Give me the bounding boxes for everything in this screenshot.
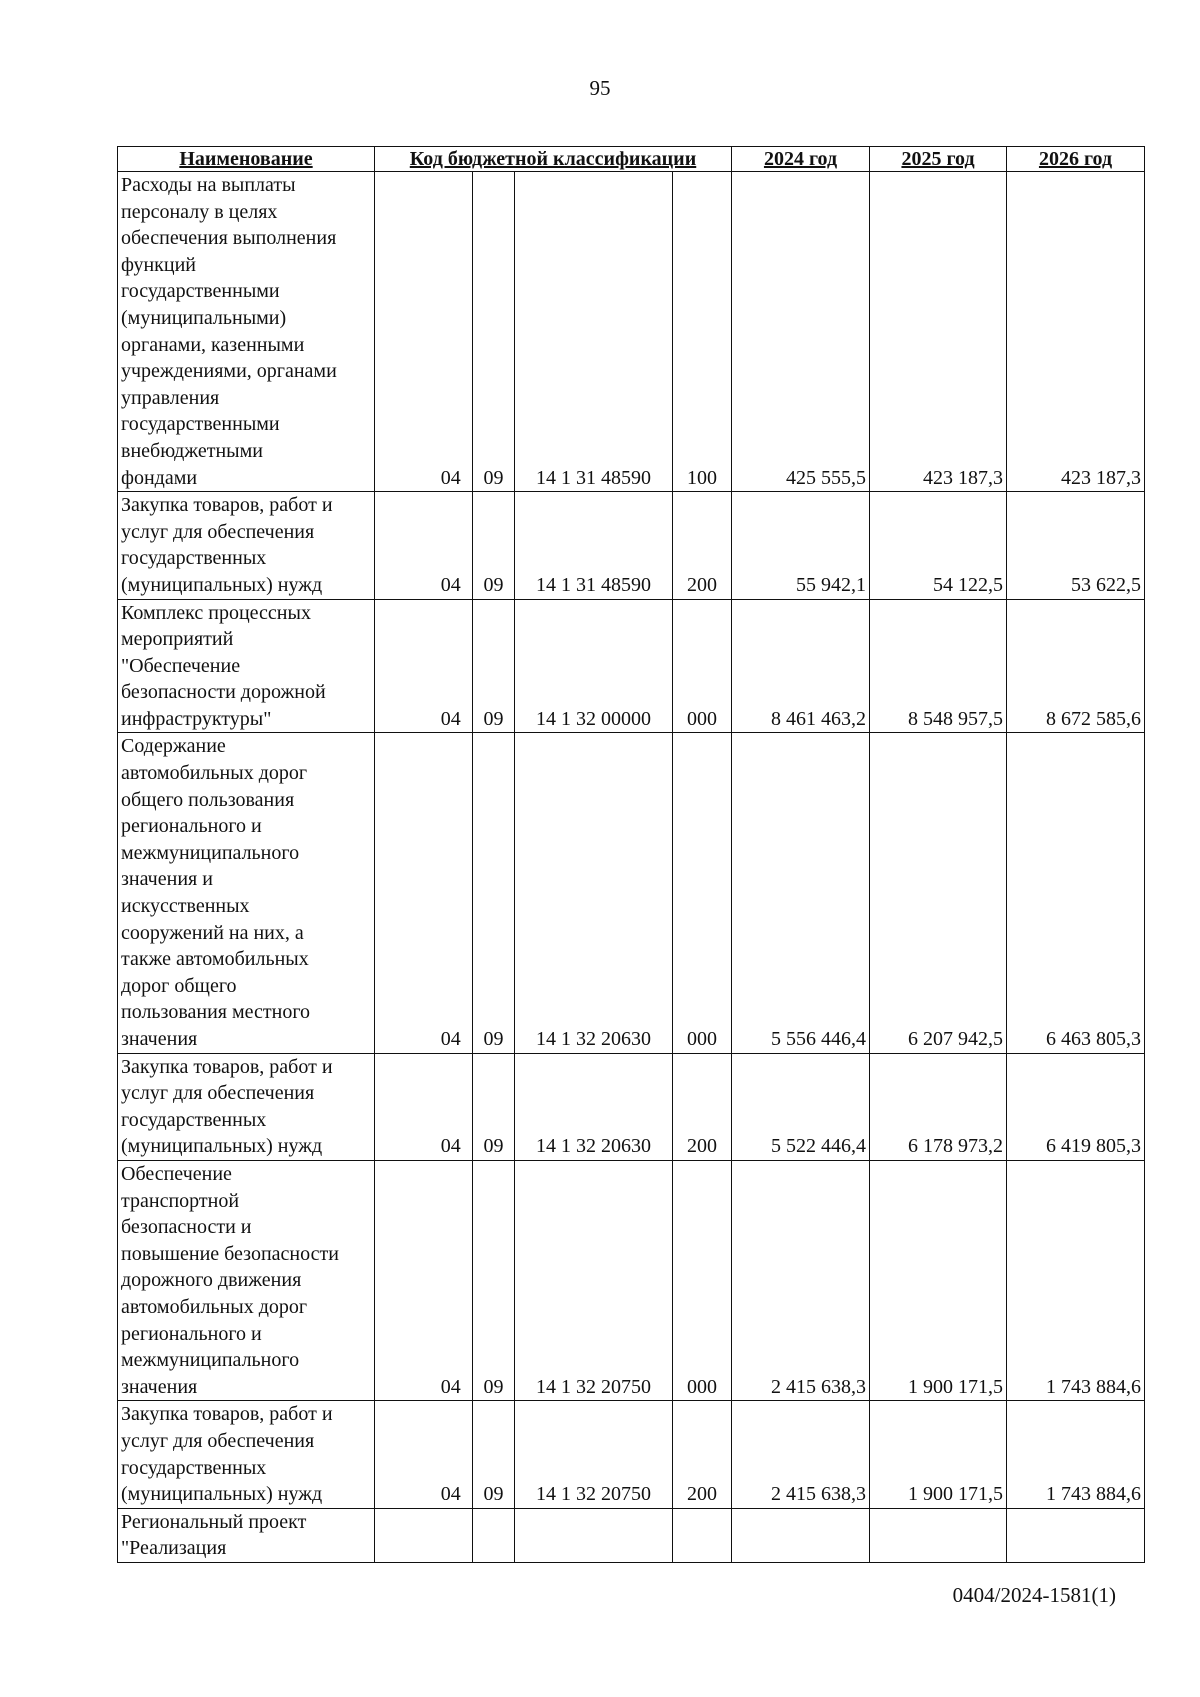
cell-2025: 6 207 942,5 bbox=[870, 733, 1007, 1053]
cell-code-target-item: 14 1 32 20630 bbox=[515, 733, 673, 1053]
table-row bbox=[118, 1053, 1145, 1160]
cell-code-section: 04 bbox=[430, 1401, 473, 1508]
cell-name: Содержание автомобильных дорог общего пользования регионального и межмуниципального значения и искусственных сооружений на них, а также автомобильных дорог общего пользования местного значения bbox=[118, 733, 375, 1053]
table-row bbox=[118, 599, 1145, 733]
cell-code-section: 04 bbox=[430, 1160, 473, 1400]
cell-code-subsection: 09 bbox=[473, 172, 515, 492]
cell-code-expense-type: 000 bbox=[673, 599, 732, 733]
cell-2026: 6 463 805,3 bbox=[1007, 733, 1145, 1053]
cell-2026: 1 743 884,6 bbox=[1007, 1160, 1145, 1400]
cell-code-section: 04 bbox=[430, 599, 473, 733]
cell-2024: 425 555,5 bbox=[732, 172, 870, 492]
cell-code-section: 04 bbox=[430, 492, 473, 599]
cell-code-expense-type: 000 bbox=[673, 733, 732, 1053]
cell-code-blank bbox=[375, 1508, 430, 1562]
table-body bbox=[118, 172, 1145, 1563]
cell-code-target-item: 14 1 32 20750 bbox=[515, 1401, 673, 1508]
cell-code-section: 04 bbox=[430, 733, 473, 1053]
cell-2025: 8 548 957,5 bbox=[870, 599, 1007, 733]
cell-code-subsection: 09 bbox=[473, 599, 515, 733]
cell-code-blank bbox=[375, 172, 430, 492]
cell-name: Закупка товаров, работ и услуг для обеспечения государственных (муниципальных) нужд bbox=[118, 1401, 375, 1508]
cell-code-subsection bbox=[473, 1508, 515, 1562]
cell-code-target-item bbox=[515, 1508, 673, 1562]
header-2024: 2024 год bbox=[732, 147, 870, 172]
cell-2026: 423 187,3 bbox=[1007, 172, 1145, 492]
cell-name: Обеспечение транспортной безопасности и повышение безопасности дорожного движения автомобильных дорог регионального и межмуниципального значения bbox=[118, 1160, 375, 1400]
table-row bbox=[118, 172, 1145, 492]
cell-2024: 2 415 638,3 bbox=[732, 1401, 870, 1508]
table-row bbox=[118, 1160, 1145, 1400]
table-row bbox=[118, 1401, 1145, 1508]
cell-2025 bbox=[870, 1508, 1007, 1562]
cell-2024: 8 461 463,2 bbox=[732, 599, 870, 733]
cell-name: Закупка товаров, работ и услуг для обеспечения государственных (муниципальных) нужд bbox=[118, 492, 375, 599]
header-name: Наименование bbox=[118, 147, 375, 172]
cell-code-blank bbox=[375, 1160, 430, 1400]
cell-code-target-item: 14 1 32 20630 bbox=[515, 1053, 673, 1160]
cell-code-section: 04 bbox=[430, 172, 473, 492]
table-row bbox=[118, 492, 1145, 599]
cell-2025: 6 178 973,2 bbox=[870, 1053, 1007, 1160]
table-row bbox=[118, 733, 1145, 1053]
cell-2025: 423 187,3 bbox=[870, 172, 1007, 492]
cell-2024: 5 522 446,4 bbox=[732, 1053, 870, 1160]
cell-code-section: 04 bbox=[430, 1053, 473, 1160]
cell-code-expense-type bbox=[673, 1508, 732, 1562]
cell-code-expense-type: 200 bbox=[673, 492, 732, 599]
header-2025: 2025 год bbox=[870, 147, 1007, 172]
cell-2024: 55 942,1 bbox=[732, 492, 870, 599]
cell-code-expense-type: 200 bbox=[673, 1401, 732, 1508]
cell-code-subsection: 09 bbox=[473, 1160, 515, 1400]
cell-2025: 1 900 171,5 bbox=[870, 1401, 1007, 1508]
cell-2024: 5 556 446,4 bbox=[732, 733, 870, 1053]
cell-2026 bbox=[1007, 1508, 1145, 1562]
cell-name: Комплекс процессных мероприятий "Обеспечение безопасности дорожной инфраструктуры" bbox=[118, 599, 375, 733]
budget-table bbox=[117, 146, 1145, 1563]
cell-2024: 2 415 638,3 bbox=[732, 1160, 870, 1400]
cell-name: Расходы на выплаты персоналу в целях обеспечения выполнения функций государственными (муниципальными) органами, казенными учреждениями, органами управления государственными внебюджетными фондами bbox=[118, 172, 375, 492]
cell-code-subsection: 09 bbox=[473, 492, 515, 599]
cell-code-target-item: 14 1 31 48590 bbox=[515, 172, 673, 492]
page-number: 95 bbox=[589, 76, 611, 100]
cell-2026: 8 672 585,6 bbox=[1007, 599, 1145, 733]
cell-code-blank bbox=[375, 1401, 430, 1508]
header-code: Код бюджетной классификации bbox=[375, 147, 732, 172]
cell-code-expense-type: 000 bbox=[673, 1160, 732, 1400]
cell-2025: 54 122,5 bbox=[870, 492, 1007, 599]
cell-code-target-item: 14 1 32 00000 bbox=[515, 599, 673, 733]
cell-code-subsection: 09 bbox=[473, 733, 515, 1053]
cell-2025: 1 900 171,5 bbox=[870, 1160, 1007, 1400]
cell-name: Региональный проект "Реализация bbox=[118, 1508, 375, 1562]
cell-code-section bbox=[430, 1508, 473, 1562]
cell-code-subsection: 09 bbox=[473, 1401, 515, 1508]
cell-code-expense-type: 200 bbox=[673, 1053, 732, 1160]
header-2026: 2026 год bbox=[1007, 147, 1145, 172]
cell-name: Закупка товаров, работ и услуг для обеспечения государственных (муниципальных) нужд bbox=[118, 1053, 375, 1160]
cell-code-target-item: 14 1 31 48590 bbox=[515, 492, 673, 599]
cell-2026: 6 419 805,3 bbox=[1007, 1053, 1145, 1160]
cell-code-expense-type: 100 bbox=[673, 172, 732, 492]
cell-2026: 1 743 884,6 bbox=[1007, 1401, 1145, 1508]
cell-code-blank bbox=[375, 599, 430, 733]
table-header-row bbox=[118, 147, 1145, 172]
cell-code-blank bbox=[375, 1053, 430, 1160]
cell-code-blank bbox=[375, 733, 430, 1053]
document-registration-code: 0404/2024-1581(1) bbox=[952, 1583, 1116, 1607]
cell-code-subsection: 09 bbox=[473, 1053, 515, 1160]
cell-code-blank bbox=[375, 492, 430, 599]
cell-2026: 53 622,5 bbox=[1007, 492, 1145, 599]
cell-2024 bbox=[732, 1508, 870, 1562]
table-row bbox=[118, 1508, 1145, 1562]
cell-code-target-item: 14 1 32 20750 bbox=[515, 1160, 673, 1400]
